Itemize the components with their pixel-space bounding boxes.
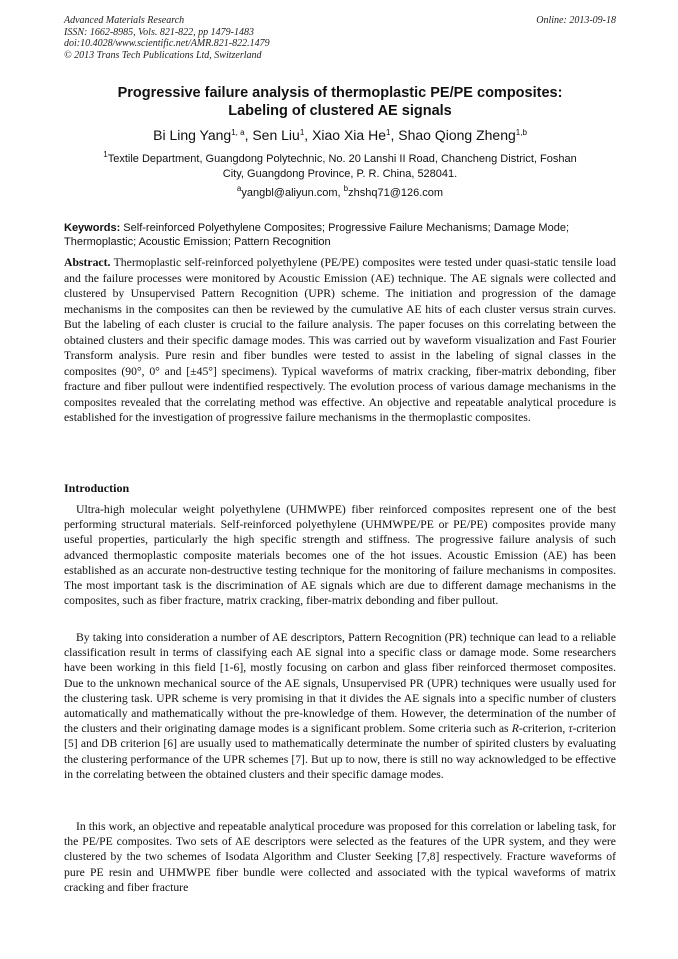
intro-paragraph-1: Ultra-high molecular weight polyethylene (UHMWPE) fiber reinforced composites represent one of the best performing structural materials. Self-reinforced polyethylene (UHMWPE/PE or PE/PE) composites provide many useful properties, particularly the high specific strength and stiffness. The progressive failure analysis of such advanced thermoplastic composite materials becomes one of the hot issues. Acoustic Emission (AE) has been established as an accurate non-destructive testing technique for the monitoring of failure mechanisms in composites. The most important task is the discrimination of AE signals which are due to different damage mechanisms in the composites, such as fiber fracture, matrix cracking, fiber-matrix debonding and fiber pullout. bbox=[64, 503, 616, 608]
author-separator: , bbox=[244, 127, 253, 143]
affiliation-mark: 1 bbox=[103, 150, 108, 159]
author-affil-mark: 1, a bbox=[231, 128, 245, 137]
abstract-label: Abstract. bbox=[64, 256, 111, 269]
author-name: Sen Liu bbox=[252, 127, 300, 143]
p2-text-b: -criterion, bbox=[518, 722, 569, 736]
author-name: Shao Qiong Zheng bbox=[398, 127, 516, 143]
journal-name: Advanced Materials Research bbox=[64, 15, 185, 26]
affiliation bbox=[64, 152, 616, 181]
author-separator: , bbox=[390, 127, 399, 143]
p2-text-a: By taking into consideration a number of AE descriptors, Pattern Recognition (PR) technique can lead to a reliable classification result in terms of classifying each AE signal into a specific class or damage mode. Some researchers have been working in this field [1-6], mostly focusing on carbon and glass fiber reinforced thermoset composites. Due to the unknown mechanical source of the AE signals, Unsupervised PR (UPR) techniques were usually used for the clustering task. UPR scheme is very promising in that it divides the AE signals into a specific number of clusters automatically and mathematically without the pre-knowledge of them. However, the determination of the number of the clusters and their originating damage modes is a significant problem. Some criteria such as bbox=[64, 631, 616, 736]
p2-text-c: -criterion [5] and DB criterion [6] are usually used to mathematically determinate the number of spirited clusters by evaluating the clustering performance of the UPR schemes [7]. But up to now, there is still no way acknowledged to be effective in the correlating between the obtained clusters and their specific damage modes. bbox=[64, 722, 616, 781]
intro-paragraph-2 bbox=[64, 630, 616, 782]
author-affil-mark: 1 bbox=[386, 128, 391, 137]
keywords bbox=[64, 222, 616, 249]
copyright-line: © 2013 Trans Tech Publications Ltd, Switzerland bbox=[64, 49, 262, 61]
author-list bbox=[64, 126, 616, 144]
keywords-text: Self-reinforced Polyethylene Composites; Progressive Failure Mechanisms; Damage Mode; Thermoplastic; Acoustic Emission; Pattern Recognition bbox=[64, 222, 569, 248]
journal-header bbox=[64, 15, 616, 61]
keywords-label: Keywords: bbox=[64, 222, 121, 234]
r-criterion-symbol: R bbox=[511, 722, 519, 736]
online-date: Online: 2013-09-18 bbox=[536, 15, 616, 26]
doi-link[interactable]: doi:10.4028/www.scientific.net/AMR.821-822.1479 bbox=[64, 38, 270, 49]
email-b[interactable]: zhshq71@126.com bbox=[348, 187, 444, 199]
author-affil-mark: 1 bbox=[299, 128, 305, 137]
abstract bbox=[64, 255, 616, 426]
email-mark-b: b bbox=[343, 184, 349, 193]
author-affil-mark: 1,b bbox=[515, 128, 527, 137]
author-name: Bi Ling Yang bbox=[153, 127, 232, 143]
email-mark-a: a bbox=[236, 184, 242, 193]
affiliation-line-1 bbox=[64, 152, 616, 167]
issn-line: ISSN: 1662-8985, Vols. 821-822, pp 1479-1483 bbox=[64, 26, 254, 38]
abstract-text: Thermoplastic self-reinforced polyethylene (PE/PE) composites were tested under quasi-static tensile load and the failure processes were monitored by Acoustic Emission (AE) technique. The AE signals were collected and clustered by Unsupervised Pattern Recognition (UPR) scheme. The initiation and progression of the damage mechanisms in the composites can then be reviewed by the cumulative AE hits of each cluster versus strain curves. But the labeling of each cluster is crucial to the failure analysis. The paper focuses on this correlating between the obtained clusters and their specific damage modes. This was carried out by waveform visualization and Fast Fourier Transform analysis. Pure resin and fiber bundles were tested to assist in the labeling of signal classes in the composites (90°, 0° and [±45°] specimens). Typical waveforms of matrix cracking, fiber-matrix debonding, fiber fracture and fiber pullout were indentified respectively. The evolution process of various damage mechanisms in the composites revealed that the correlating method was effective. An objective and repeatable analytical procedure is established for the investigation of progressive failure mechanisms in the thermoplastic composites. bbox=[64, 256, 616, 424]
affiliation-line-2: City, Guangdong Province, P. R. China, 528041. bbox=[222, 167, 458, 180]
tau-criterion-symbol: τ bbox=[568, 722, 573, 736]
author-separator: , bbox=[304, 127, 313, 143]
author-name: Xiao Xia He bbox=[312, 127, 386, 143]
paper-title bbox=[64, 84, 616, 120]
author-emails bbox=[64, 186, 616, 200]
section-heading-introduction: Introduction bbox=[64, 481, 130, 495]
affiliation-text: Textile Department, Guangdong Polytechnic, No. 20 Lanshi II Road, Chancheng District, Foshan bbox=[107, 153, 577, 165]
title-line-1: Progressive failure analysis of thermoplastic PE/PE composites: bbox=[117, 85, 563, 101]
email-a[interactable]: yangbl@aliyun.com, bbox=[241, 187, 344, 199]
intro-paragraph-3: In this work, an objective and repeatable analytical procedure was proposed for this correlation or labeling task, for the PE/PE composites. Two sets of AE descriptors were selected as the features of the UPR system, and they were clustered by the two schemes of Isodata Algorithm and Cluster Seeking [7,8] respectively. Fracture waveforms of pure PE resin and UHMWPE fiber bundle were collected and associated with the typical waveforms of matrix cracking and fiber fracture bbox=[64, 820, 616, 894]
title-line-2: Labeling of clustered AE signals bbox=[228, 103, 452, 119]
